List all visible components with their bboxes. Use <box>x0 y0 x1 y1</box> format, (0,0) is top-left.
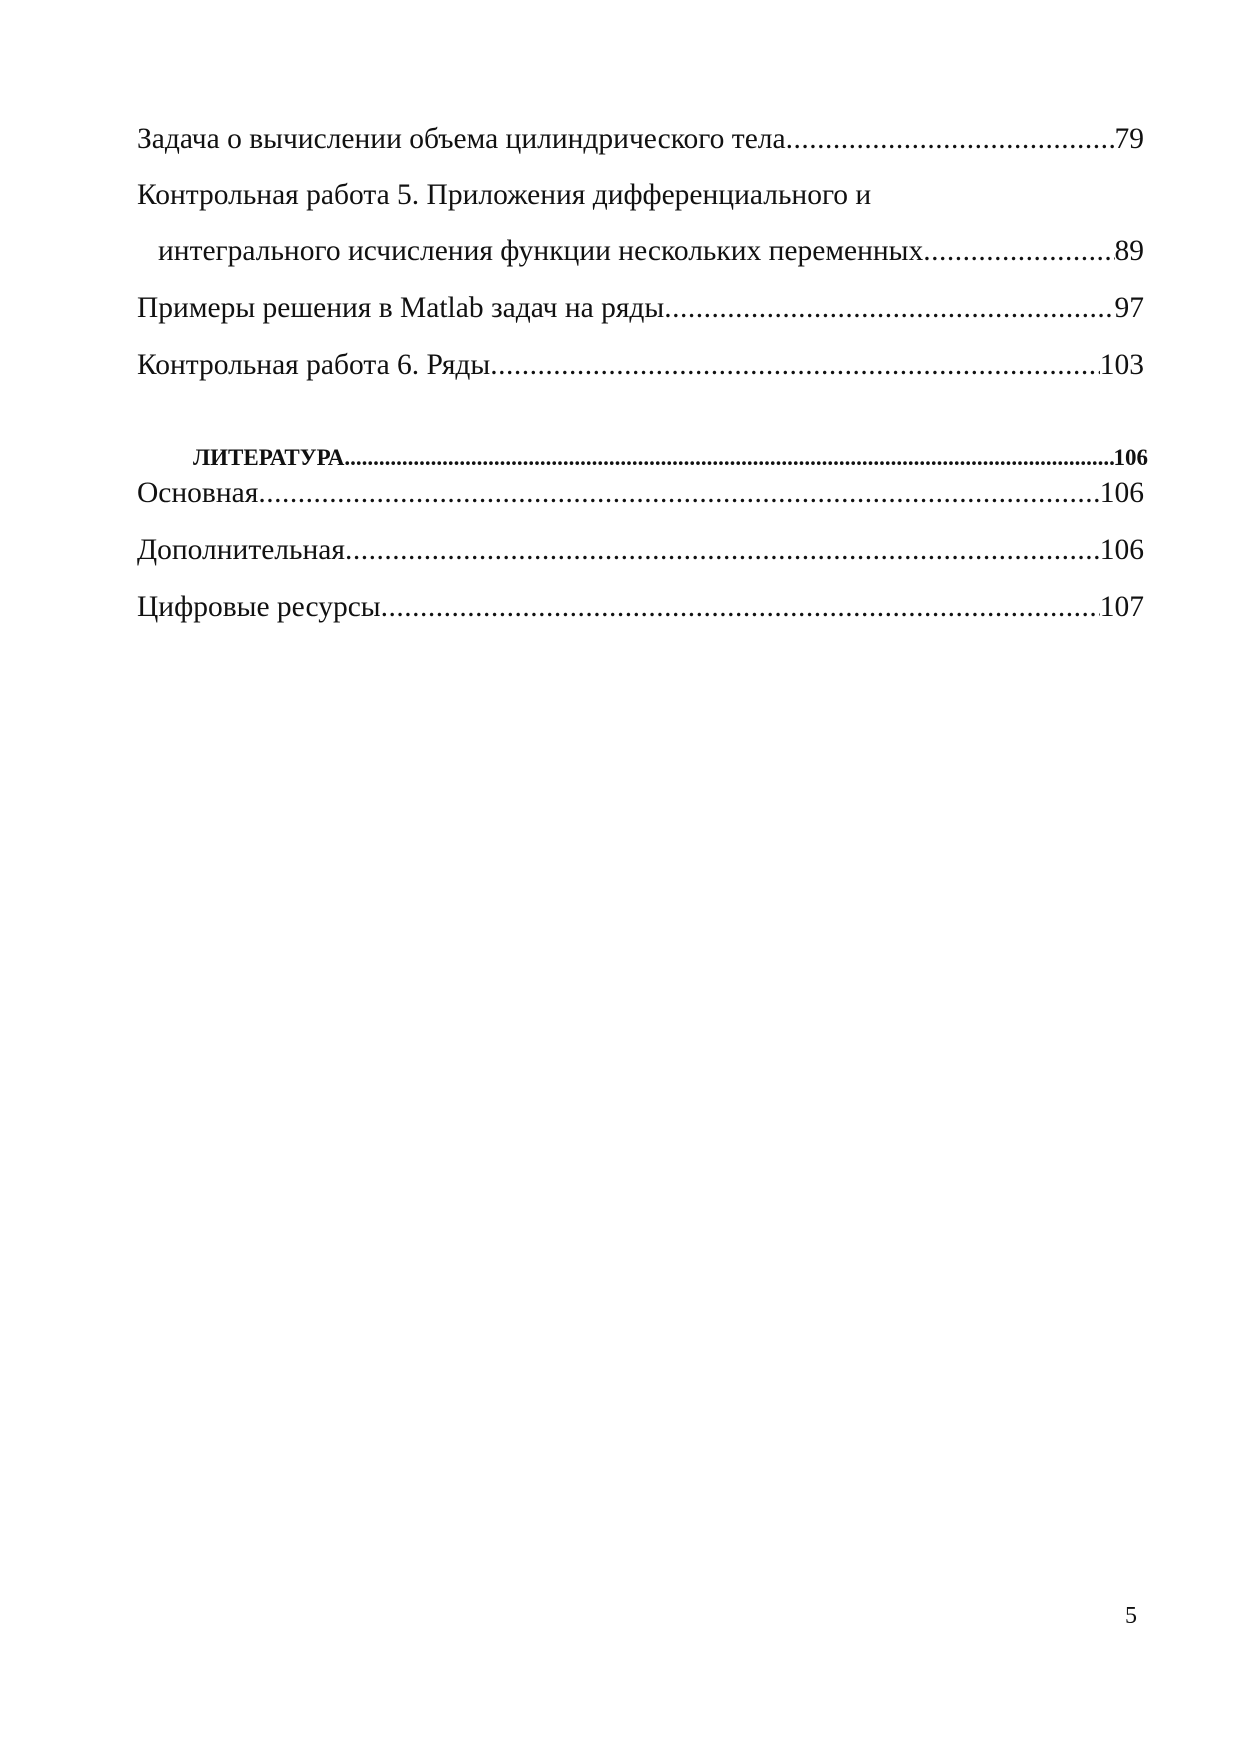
toc-entry[interactable] <box>137 479 1144 509</box>
toc-entry-title: Цифровые ресурсы <box>137 591 381 623</box>
toc-entry[interactable] <box>137 593 1144 623</box>
toc-entry[interactable] <box>137 351 1144 381</box>
toc-entry[interactable] <box>137 125 1144 155</box>
dot-leader <box>664 294 1114 324</box>
toc-entry-title: Примеры решения в Matlab задач на ряды <box>137 292 665 324</box>
dot-leader <box>923 237 1114 267</box>
toc-entry-page: 106 <box>1099 534 1144 566</box>
toc-entry-page: 97 <box>1114 292 1144 324</box>
page-number: 5 <box>1125 1603 1137 1629</box>
dot-leader <box>258 479 1099 509</box>
toc-entry-page: 89 <box>1114 235 1144 267</box>
toc-entry-page: 79 <box>1114 123 1144 155</box>
toc-entry-page: 107 <box>1099 591 1144 623</box>
toc-entry[interactable] <box>158 237 1144 267</box>
dot-leader <box>344 446 1113 469</box>
toc-entry[interactable] <box>137 294 1144 324</box>
toc-entry-title: Контрольная работа 6. Ряды <box>137 349 491 381</box>
toc-entry-title-line[interactable] <box>137 181 871 211</box>
dot-leader <box>786 125 1115 155</box>
toc-entry[interactable] <box>137 536 1144 566</box>
references-heading-title: ЛИТЕРАТУРА <box>193 445 345 470</box>
toc-entry-page: 106 <box>1099 477 1144 509</box>
references-heading[interactable] <box>193 446 1148 469</box>
toc-entry-page: 103 <box>1099 349 1144 381</box>
toc-entry-title: Основная <box>137 477 259 509</box>
toc-entry-title: Задача о вычислении объема цилиндрического тела <box>137 123 786 155</box>
toc-entry-title: Контрольная работа 5. Приложения дифференциального и <box>137 179 872 211</box>
dot-leader <box>381 593 1100 623</box>
dot-leader <box>490 351 1100 381</box>
dot-leader <box>345 536 1100 566</box>
toc-entry-title: интегрального исчисления функции нескольких переменных <box>158 235 924 267</box>
references-heading-page: 106 <box>1113 445 1148 470</box>
toc-entry-title: Дополнительная <box>137 534 345 566</box>
